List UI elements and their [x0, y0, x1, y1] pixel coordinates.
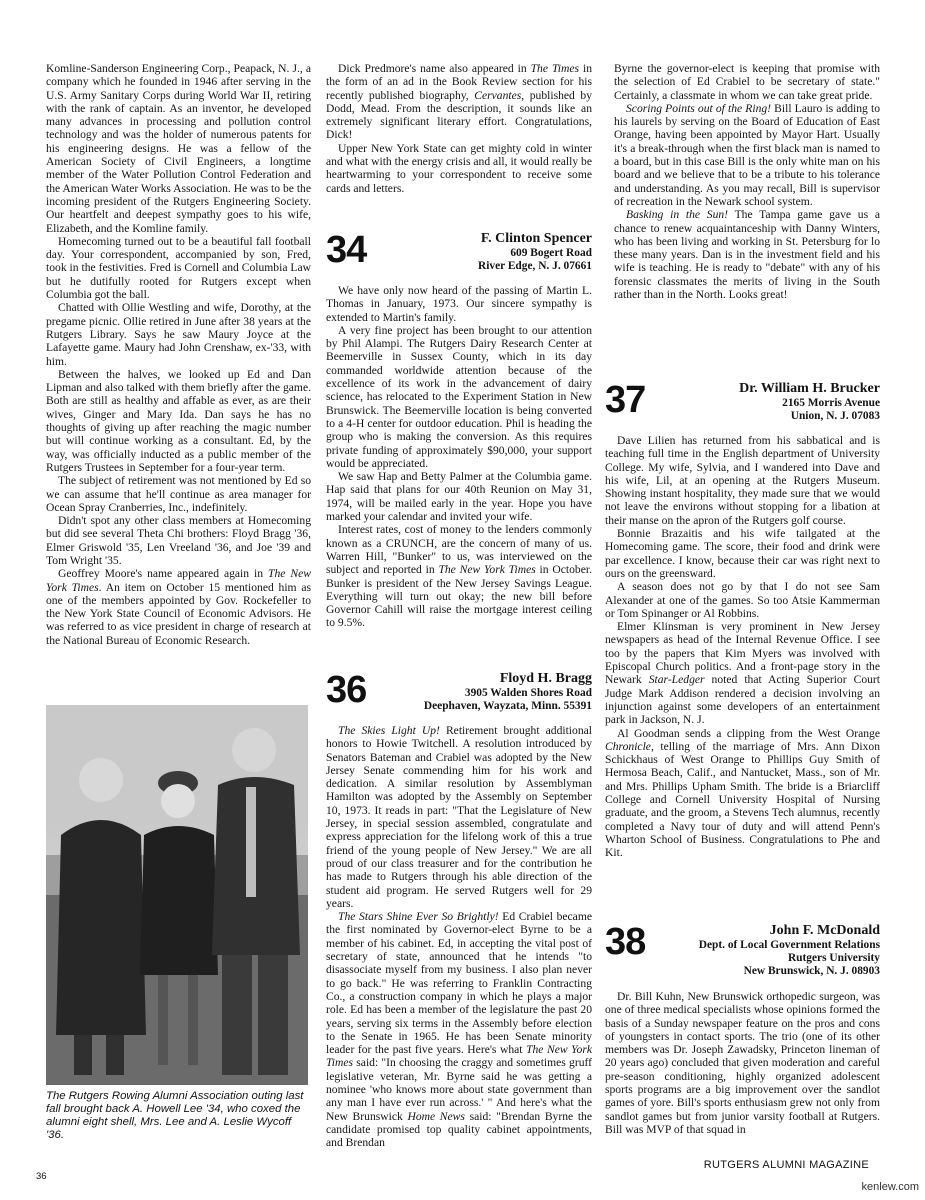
lead-in: The Skies Light Up! — [338, 724, 440, 737]
correspondent-name: John F. McDonald — [769, 923, 880, 938]
column-1 — [46, 62, 311, 647]
correspondent-address — [478, 231, 592, 273]
photo-illustration — [46, 705, 308, 1085]
watermark: kenlew.com — [861, 1181, 919, 1193]
text-run: noted that Acting Superior Court Judge Mark Addison rendered a decision involving an injunction against some developers of an entertainment park in Jackson, N. J. — [605, 673, 881, 727]
paragraph — [326, 62, 592, 142]
publication-title: Chronicle — [605, 739, 651, 753]
publication-title: Home News — [407, 1109, 465, 1123]
correspondent-address — [699, 923, 880, 979]
address-line: Dept. of Local Government Relations — [698, 939, 880, 951]
correspondent-address — [739, 381, 880, 423]
paragraph — [614, 208, 880, 301]
correspondent-name: F. Clinton Spencer — [480, 231, 592, 246]
correspondent-name: Dr. William H. Brucker — [739, 381, 880, 396]
lead-in: Scoring Points out of the Ring! — [626, 101, 772, 115]
address-line: 2165 Morris Avenue — [782, 397, 880, 409]
paragraph — [326, 724, 592, 910]
book-title: Cervantes — [474, 88, 522, 102]
paragraph: Byrne the governor-elect is keeping that promise with the selection of Ed Crabiel to be secretary of state." Certainly, a classmate in whom we can take great pride. — [614, 62, 880, 102]
text-run: Al Goodman sends a clipping from the West Orange — [617, 726, 880, 740]
address-line: Union, N. J. 07083 — [790, 410, 880, 423]
paragraph: Dr. Bill Kuhn, New Brunswick orthopedic surgeon, was one of three medical specialists whose opinions formed the basis of a Sunday newspaper feature on the pros and cons of youngsters in contact sports. The trio (one of its other members was Dr. Joseph Zawadsky, Princeton lineman of 20 years ago) concluded that given moderation and careful pre-season conditioning, highly organized adolescent sports programs are a big improvement over the sandlot games of yore. Bill's sports enthusiasm grew not only from sandlot games but from junior varsity football at Rutgers. Bill was MVP of that squad in — [605, 990, 880, 1136]
address-line: River Edge, N. J. 07661 — [477, 260, 592, 273]
text-run: Bill Lauro is adding to his laurels by serving on the Board of Education of East Orange, having been appointed by Mayor Hart. Usually it's a break-through when the first black man is named to a board, but in this case Bill is the only white man on his board and we believe that to be a tribute to his tolerance and understanding. As you may recall, Bill is supervisor of recreation in the Newark school system. — [614, 101, 880, 208]
correspondent-name: Floyd H. Bragg — [499, 671, 592, 686]
text-run: , published by Dodd, Mead. From the description, it sounds like an extremely significant literary effort. Congratulations, Dick! — [326, 88, 592, 142]
paragraph: Between the halves, we looked up Ed and Dan Lipman and also talked with them briefly after the game. Both are still as healthy and affable as ever, as are their wives, Ginger and Mary Ida. Dan says he has no thoughts of giving up after reaching the magic number but will continue working as a consultant. Ed, by the way, was officially inducted as a public member of the Rutgers Trustees in September for a four-year term. — [46, 367, 311, 474]
class-header — [326, 230, 592, 276]
paragraph: We saw Hap and Betty Palmer at the Columbia game. Hap said that plans for our 40th Reunion on May 31, 1974, will be mailed early in the year. Hope you have marked your calendar and invited your wife. — [326, 470, 592, 524]
paragraph: Dave Lilien has returned from his sabbatical and is teaching full time in the English department of University College. My wife, Sylvia, and I wandered into Dave and his wife, Lil, at an opening at the Rutgers Museum. Showing instant hospitality, they made sure that we would not leave the environs without stopping for a libation at their manse on the apron of the Rutgers golf course. — [605, 434, 880, 527]
paragraph: Upper New York State can get mighty cold in winter and what with the energy crisis and all, it would really be heartwarming to your correspondent to receive some cards and letters. — [326, 141, 592, 195]
text-run: said: "In choosing the craggy and sometimes gruff legislative veteran, Mr. Byrne said he was getting a nominee 'who knows more about state government than any man I have ever run across.' " And here's what the New Brunswick — [326, 1056, 592, 1123]
text-run: in the form of an ad in the Book Review section for his recently published biography, — [326, 62, 592, 102]
paragraph — [46, 567, 311, 647]
class-header — [326, 670, 592, 716]
text-run: said: "Brendan Byrne the candidate promised top quality cabinet appointments, and Brendan — [326, 1109, 592, 1150]
rowing-alumni-photo — [46, 705, 308, 1085]
class-year-number: 34 — [326, 229, 367, 271]
text-run: Ed Crabiel became the first nominated by Governor-elect Byrne to be a member of his cabinet. Ed, in accepting the vital post of secretary of state, announced that he intends "to disassociate myself from my business. I also plan never to go back." He was referring to Franklin Contracting Co., a construction company in which he plays a major role. Ed has been a member of the legislature the past 20 years, serving six terms in the Assembly before election to the Senate in 1965. He has been Senate minority leader for the past five years. Here's what — [326, 910, 592, 1057]
publication-title: The New York Times — [438, 563, 536, 577]
publication-title: The New York Times — [326, 1043, 592, 1070]
paragraph: Homecoming turned out to be a beautiful fall football day. Your correspondent, accompanied by son, Fred, took in the festivities. Fred is Cornell and Columbia Law but he dutifully rooted for Rutgers except when Columbia got the ball. — [46, 234, 311, 302]
photo-caption: The Rutgers Rowing Alumni Association outing last fall brought back A. Howell Lee '34, who coxed the alumni eight shell, Mrs. Lee and A. Leslie Wycoff '36. — [46, 1090, 304, 1141]
text-run: Retirement brought additional honors to Howie Twitchell. A resolution introduced by Senators Bateman and Crabiel was adopted by the New Jersey Senate commending him for his work and dedication. A similar resolution by Assemblyman Hamilton was adopted by the Assembly on September 10, 1973. It reads in part: "That the Legislature of New Jersey, in special session assembled, congratulate and express appreciation for the lifelong work of this a true friend of the young people of New Jersey." We are all proud of our class treasurer and for the contribution he has made to Rutgers through his able direction of the student aid program. He served Rutgers well for 29 years. — [326, 724, 592, 910]
address-line: Deephaven, Wayzata, Minn. 55391 — [423, 700, 592, 713]
paragraph — [614, 102, 880, 208]
paragraph: A season does not go by that I do not see Sam Alexander at one of the games. So too Atsie Kammerman or Tom Spinanger or Al Robbins. — [605, 580, 880, 620]
address-line: New Brunswick, N. J. 08903 — [743, 965, 880, 978]
text-run: in October. Bunker is president of the New Jersey Savings League. Everything will turn out okay; the new bill before Governor Cahill will raise the mortgage interest ceiling to 9.5%. — [326, 563, 592, 630]
paragraph — [605, 727, 880, 860]
text-run: The Tampa game gave us a chance to renew acquaintanceship with Danny Winters, who has been living and working in St. Petersburg for lo these many years. Dan is in the investment field and his wife is teaching. He is ready to "debate" with any of his forensic classmates the merits of living in the South rather than in the North. Looks great! — [614, 208, 880, 302]
class-header — [605, 922, 880, 982]
page-number: 36 — [36, 1171, 47, 1182]
publication-title: Star-Ledger — [648, 673, 705, 687]
text-run: . An item on October 15 mentioned him as one of the members appointed by Gov. Rockefeller to the New York State Council of Economic Advisors. He was referred to as vice president in charge of research at the National Bureau of Economic Research. — [46, 580, 311, 647]
class-year-number: 38 — [605, 921, 646, 963]
column-2 — [326, 62, 592, 195]
text-run: Interest rates, cost of money to the lenders commonly known as a CRUNCH, are the concern of many of us. Warren Hill, "Bunker" to us, was interviewed on the subject and reported in — [326, 523, 592, 577]
class-1937-section — [605, 380, 880, 860]
paragraph: A very fine project has been brought to our attention by Phil Alampi. The Rutgers Dairy Research Center at Beemerville in Sussex County, which in its day commanded worldwide attention because of the excellence of its work in the advancement of dairy science, has relocated to the Experiment Station in New Brunswick. The Beemerville location is being converted to a 4-H center for outdoor education. Phil is heading the group who is making the conversion. As this requires private funding of approximately $90,000, your support would be appreciated. — [326, 323, 592, 470]
paragraph: The subject of retirement was not mentioned by Ed so we can assume that he'll continue as area manager for Ocean Spray Cranberries, Inc., indefinitely. — [46, 474, 311, 514]
paragraph: We have only now heard of the passing of Martin L. Thomas in January, 1973. Our sincere sympathy is extended to Martin's family. — [326, 284, 592, 324]
paragraph — [326, 523, 592, 629]
magazine-title: RUTGERS ALUMNI MAGAZINE — [703, 1159, 869, 1171]
text-run: Geoffrey Moore's name appeared again in — [58, 567, 269, 581]
address-line: 3905 Walden Shores Road — [464, 687, 592, 699]
paragraph — [605, 620, 880, 726]
publication-title: The New York Times — [46, 567, 311, 594]
text-run: Dick Predmore's name also appeared in — [338, 62, 531, 75]
text-run: Elmer Klinsman is very prominent in New Jersey newspapers as head of the Internal Revenue Office. I see too by the papers that Kim Myers was involved with Episcopal Church politics. And a front-page story in the Newark — [605, 620, 880, 687]
class-year-number: 37 — [605, 379, 646, 421]
paragraph — [326, 910, 592, 1149]
class-1936-section — [326, 670, 592, 1150]
paragraph: Komline-Sanderson Engineering Corp., Peapack, N. J., a company which he founded in 1946 after serving in the U.S. Army Sanitary Corps during World War II, retiring with the rank of captain. As an inventor, he developed many advances in processing and pollution control technology and was the holder of numerous patents for his engineering designs. He was a fellow of the American Society of Civil Engineers, a longtime member of the Water Pollution Control Federation and the American Water Works Association. He was to be the incoming president of the Rutgers Engineering Society. Our heartfelt and deepest sympathy goes to his wife, Elizabeth, and the Komline family. — [46, 62, 311, 235]
class-1934-section — [326, 230, 592, 630]
address-line: Rutgers University — [787, 952, 880, 965]
paragraph: Chatted with Ollie Westling and wife, Dorothy, at the pregame picnic. Ollie retired in June after 38 years at the Rutgers Library. Says he saw Maury Joyce at the Lafayette game. Maury had John Crenshaw, ex-'33, with him. — [46, 301, 311, 368]
lead-in: Basking in the Sun! — [626, 208, 729, 222]
address-line: 609 Bogert Road — [510, 247, 592, 259]
class-year-number: 36 — [326, 669, 367, 711]
text-run: , telling of the marriage of Mrs. Ann Dixon Schickhaus of West Orange to Phillips Guy Smith of Hermosa Beach, Calif., and Nantucket, Mass., son of Mr. and Mrs. Phillips Upham Smith. The bride is a Briarcliff College and Cornell University Hospital of Nursing graduate, and the groom, a Stevens Tech alumnus, recently completed a Navy tour of duty and will attend Penn's Wharton School of Business. Congratulations to Phe and Kit. — [605, 739, 880, 860]
correspondent-address — [424, 671, 592, 713]
class-header — [605, 380, 880, 426]
publication-title: The Times — [530, 62, 580, 75]
column-3 — [614, 62, 880, 301]
paragraph: Didn't spot any other class members at Homecoming but did see several Theta Chi brothers: Floyd Bragg '36, Elmer Griswold '35, Len Vreeland '36, and Joe '39 and Tom Wright '35. — [46, 514, 311, 567]
lead-in: The Stars Shine Ever So Brightly! — [338, 910, 499, 924]
paragraph: Bonnie Brazaitis and his wife tailgated at the Homecoming game. The score, their food and drink were par excellence. I know, because their car was right next to ours on the greensward. — [605, 527, 880, 580]
class-1938-section — [605, 922, 880, 1136]
